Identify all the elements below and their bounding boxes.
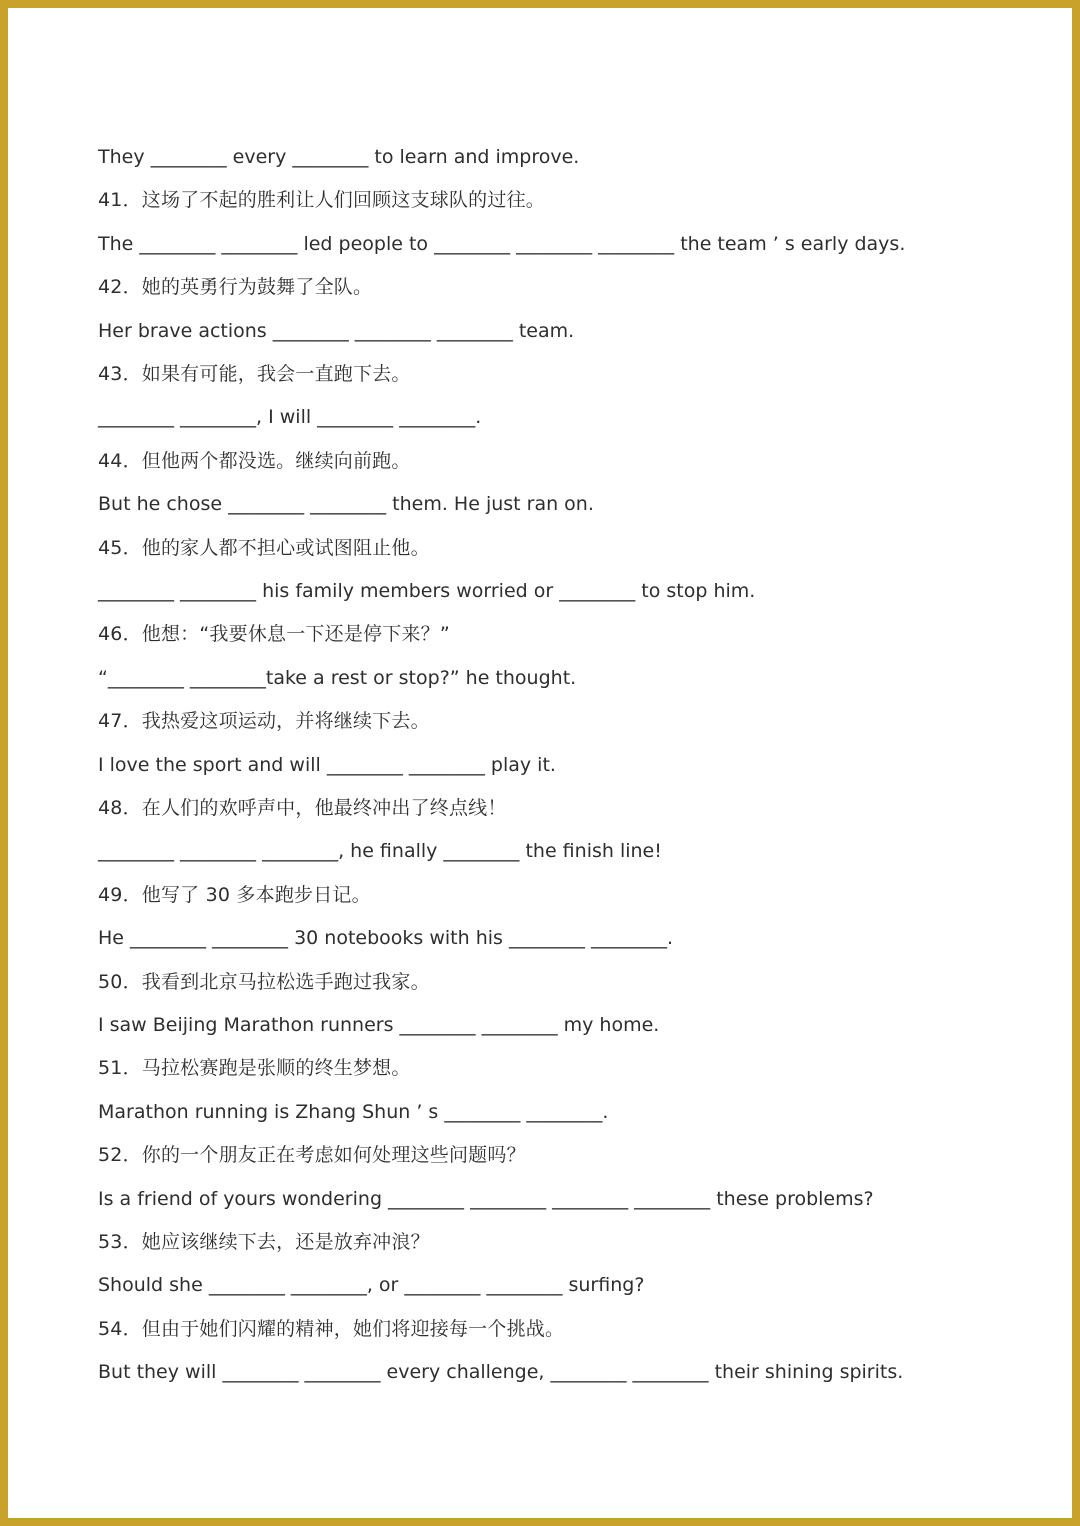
sentence-english: They ________ every ________ to learn and improve.	[98, 146, 580, 168]
sentence-english: He ________ ________ 30 notebooks with his ________ ________.	[98, 927, 674, 950]
sentence-english: I love the sport and will ________ ________ play it.	[98, 753, 556, 776]
sentence-english: The ________ ________ led people to ________ ________ ________ the team ’ s early days.	[98, 232, 906, 255]
sentence-english: ________ ________, I will ________ ________.	[98, 406, 482, 429]
sentence-chinese: 46．他想：“我要休息一下还是停下来？”	[98, 623, 450, 646]
exercise-52	[98, 1134, 998, 1221]
exercise-49	[98, 874, 998, 961]
sentence-chinese: 53．她应该继续下去，还是放弃冲浪？	[98, 1230, 430, 1253]
exercise-46	[98, 613, 998, 700]
sentence-chinese: 47．我热爱这项运动，并将继续下去。	[98, 710, 430, 733]
sentence-chinese: 45．他的家人都不担心或试图阻止他。	[98, 536, 430, 559]
sentence-english: I saw Beijing Marathon runners ________ ________ my home.	[98, 1013, 660, 1036]
sentence-chinese: 54．但由于她们闪耀的精神，她们将迎接每一个挑战。	[98, 1317, 565, 1340]
sentence-english: But he chose ________ ________ them. He just ran on.	[98, 493, 594, 516]
exercise-45	[98, 527, 998, 614]
sentence-english: Should she ________ ________, or ________ ________ surfing?	[98, 1274, 645, 1297]
sentence-chinese: 49．他写了 30 多本跑步日记。	[98, 883, 371, 906]
sentence-english: But they will ________ ________ every challenge, ________ ________ their shining spirits.	[98, 1361, 904, 1384]
sentence-chinese: 48．在人们的欢呼声中，他最终冲出了终点线！	[98, 796, 507, 819]
exercise-44	[98, 440, 998, 527]
exercise-41	[98, 179, 998, 266]
sentence-chinese: 50．我看到北京马拉松选手跑过我家。	[98, 970, 430, 993]
exercise-list	[98, 136, 998, 1395]
sentence-english: ________ ________ his family members worried or ________ to stop him.	[98, 579, 756, 602]
sentence-english: Her brave actions ________ ________ ________ team.	[98, 319, 575, 342]
exercise-54	[98, 1308, 998, 1395]
sentence-english: Is a friend of yours wondering ________ ________ ________ ________ these problems?	[98, 1187, 874, 1210]
sentence-chinese: 44．但他两个都没选。继续向前跑。	[98, 449, 411, 472]
exercise-48	[98, 787, 998, 874]
sentence-chinese: 42．她的英勇行为鼓舞了全队。	[98, 276, 373, 299]
sentence-english: ________ ________ ________, he finally ________ the finish line!	[98, 840, 662, 863]
sentence-chinese: 52．你的一个朋友正在考虑如何处理这些问题吗？	[98, 1144, 526, 1167]
exercise-43	[98, 353, 998, 440]
sentence-english: Marathon running is Zhang Shun ’ s ________ ________.	[98, 1100, 609, 1123]
sentence-chinese: 51．马拉松赛跑是张顺的终生梦想。	[98, 1057, 411, 1080]
exercise-42	[98, 266, 998, 353]
sentence-chinese: 43．如果有可能，我会一直跑下去。	[98, 362, 411, 385]
exercise-50	[98, 961, 998, 1048]
sentence-english: “________ ________take a rest or stop?” he thought.	[98, 666, 577, 689]
exercise-53	[98, 1221, 998, 1308]
exercise-47	[98, 700, 998, 787]
exercise-51	[98, 1047, 998, 1134]
sentence-chinese: 41．这场了不起的胜利让人们回顾这支球队的过往。	[98, 189, 545, 212]
